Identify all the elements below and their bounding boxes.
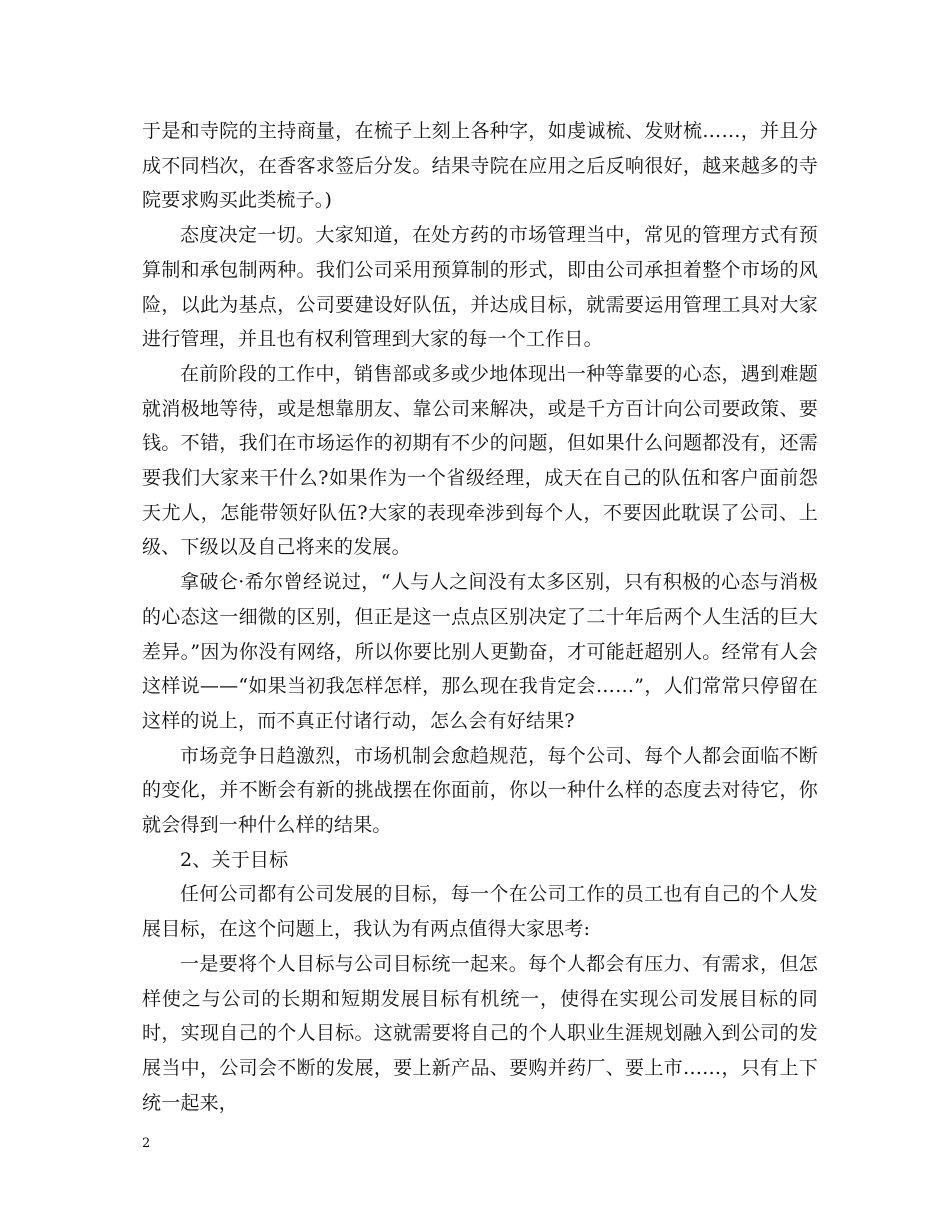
paragraph-1: 于是和寺院的主持商量，在梳子上刻上各种字，如虔诚梳、发财梳……，并且分成不同档次，在香客求签后分发。结果寺院在应用之后反响很好，越来越多的寺院要求购买此类梳子。) <box>142 120 818 212</box>
paragraph-8: 一是要将个人目标与公司目标统一起来。每个人都会有压力、有需求，但怎样使之与公司的长期和短期发展目标有机统一，使得在实现公司发展目标的同时，实现自己的个人目标。这就需要将自己的个人职业生涯规划融入到公司的发展当中，公司会不断的发展，要上新产品、要购并药厂、要上市……，只有上下统一起来， <box>142 952 818 1114</box>
paragraph-5: 市场竞争日趋激烈，市场机制会愈趋规范，每个公司、每个人都会面临不断的变化，并不断会有新的挑战摆在你面前，你以一种什么样的态度去对待它，你就会得到一种什么样的结果。 <box>142 744 818 837</box>
paragraph-2: 态度决定一切。大家知道，在处方药的市场管理当中，常见的管理方式有预算制和承包制两种。我们公司采用预算制的形式，即由公司承担着整个市场的风险，以此为基点，公司要建设好队伍，并达成目标，就需要运用管理工具对大家进行管理，并且也有权利管理到大家的每一个工作日。 <box>142 224 818 351</box>
body-text <box>142 114 818 1120</box>
page-number: 2 <box>142 1136 151 1151</box>
paragraph-4: 拿破仑·希尔曾经说过，“人与人之间没有太多区别，只有积极的心态与消极的心态这一细微的区别，但正是这一点点区别决定了二十年后两个人生活的巨大差异。”因为你没有网络，所以你要比别人更勤奋，才可能赶超别人。经常有人会这样说——“如果当初我怎样怎样，那么现在我肯定会……”，人们常常只停留在这样的说上，而不真正付诸行动，怎么会有好结果? <box>142 571 818 732</box>
section-heading-goals: 2、关于目标 <box>180 848 289 871</box>
paragraph-3: 在前阶段的工作中，销售部或多或少地体现出一种等靠要的心态，遇到难题就消极地等待，或是想靠朋友、靠公司来解决，或是千方百计向公司要政策、要钱。不错，我们在市场运作的初期有不少的问题，但如果什么问题都没有，还需要我们大家来干什么?如果作为一个省级经理，成天在自己的队伍和客户面前怨天尤人，怎能带领好队伍?大家的表现牵涉到每个人，不要因此耽误了公司、上级、下级以及自己将来的发展。 <box>142 362 818 559</box>
paragraph-7: 任何公司都有公司发展的目标，每一个在公司工作的员工也有自己的个人发展目标，在这个问题上，我认为有两点值得大家思考: <box>142 883 818 941</box>
